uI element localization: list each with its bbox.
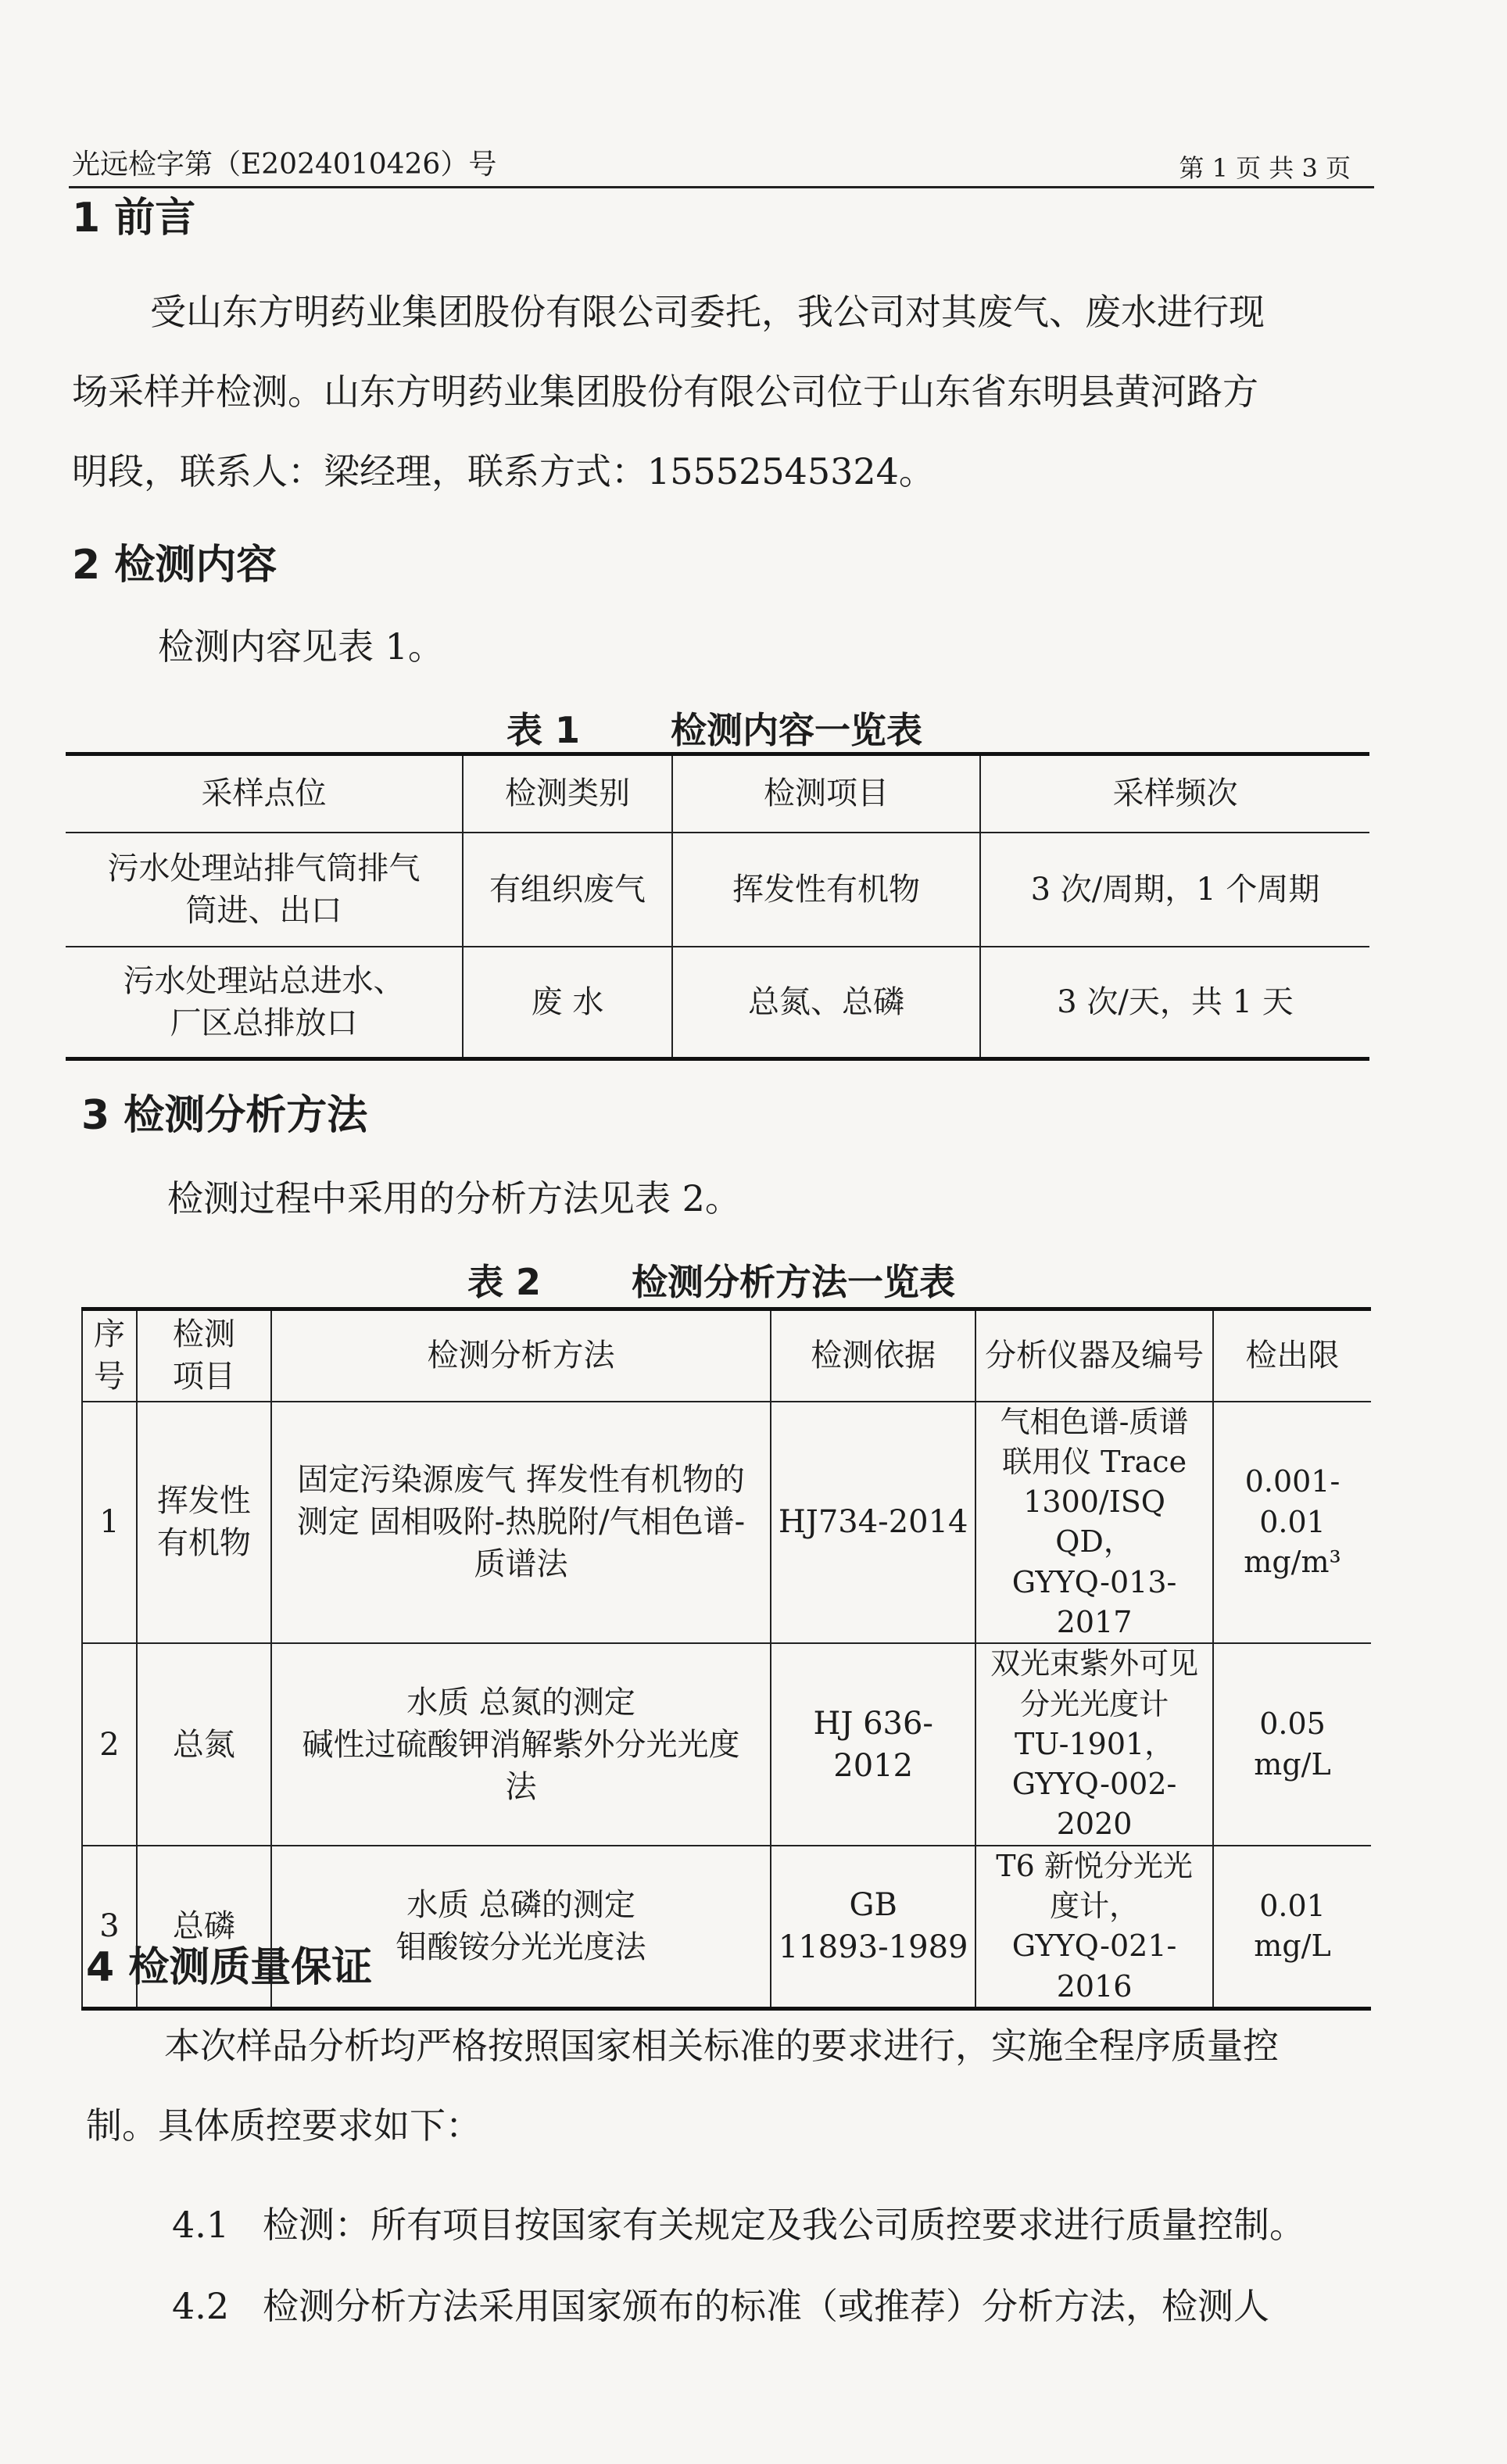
table-cell: 0.05 mg/L xyxy=(1213,1643,1371,1845)
table-row xyxy=(66,947,1369,1059)
table-1-title: 检测内容一览表 xyxy=(671,709,923,751)
item-text: 检测：所有项目按国家有关规定及我公司质控要求进行质量控制。 xyxy=(263,2204,1305,2246)
table-2-header: 检测依据 xyxy=(771,1309,975,1402)
cell-line: 水质 总磷的测定 xyxy=(406,1887,635,1924)
table-cell: 总氮、总磷 xyxy=(672,947,980,1059)
cell-line: 有机物 xyxy=(156,1525,251,1562)
section-1-title: 1 前言 xyxy=(72,195,196,242)
cell-line: 11893-1989 xyxy=(778,1929,968,1966)
cell-line: 序 xyxy=(93,1316,125,1353)
table-1-header: 检测项目 xyxy=(672,754,980,833)
cell-line: GYYQ-013-2017 xyxy=(1011,1564,1177,1639)
table-cell: 挥发性有机物 xyxy=(672,833,980,947)
section-4-title: 4 检测质量保证 xyxy=(86,1944,373,1991)
cell-line: GYYQ-002-2020 xyxy=(1011,1767,1177,1842)
table-1 xyxy=(66,752,1369,1061)
section-4-paragraph xyxy=(86,2006,1384,2165)
cell-line: 双光束紫外可见 xyxy=(990,1646,1199,1681)
section-4-item-1 xyxy=(172,2197,1305,2248)
table-2-header: 分析仪器及编号 xyxy=(975,1309,1213,1402)
table-cell xyxy=(975,1402,1213,1644)
cell-line: 质谱法 xyxy=(474,1546,568,1583)
section-1-line-2: 场采样并检测。山东方明药业集团股份有限公司位于山东省东明县黄河路方 xyxy=(72,371,1258,413)
cell-line: GB xyxy=(849,1887,897,1924)
table-cell xyxy=(771,1846,975,2009)
cell-line: 污水处理站排气筒排气 xyxy=(107,850,421,886)
table-2-header: 检测分析方法 xyxy=(271,1309,771,1402)
table-cell xyxy=(271,1643,771,1845)
table-2-label: 表 2 xyxy=(467,1261,542,1303)
table-2-header-row xyxy=(82,1309,1371,1402)
table-2-caption xyxy=(467,1254,955,1305)
section-2-paragraph: 检测内容见表 1。 xyxy=(158,625,444,668)
doc-number: 光远检字第（E2024010426）号 xyxy=(72,149,497,181)
cell-line: 联用仪 Trace xyxy=(1002,1444,1187,1479)
table-cell: 3 次/周期，1 个周期 xyxy=(980,833,1369,947)
table-2 xyxy=(81,1307,1371,2011)
table-1-header-row xyxy=(66,754,1369,833)
header-divider xyxy=(69,186,1374,188)
table-cell xyxy=(271,1402,771,1644)
table-cell: 3 xyxy=(82,1846,137,2009)
section-4-item-2 xyxy=(172,2278,1269,2330)
cell-line: 0.001-0.01 xyxy=(1244,1464,1341,1539)
item-number: 4.1 xyxy=(172,2204,230,2246)
cell-line: 钼酸铵分光光度法 xyxy=(396,1929,646,1966)
table-cell: 3 次/天，共 1 天 xyxy=(980,947,1369,1059)
table-cell: 废 水 xyxy=(463,947,672,1059)
table-cell: HJ734-2014 xyxy=(771,1402,975,1644)
table-2-header xyxy=(82,1309,137,1402)
table-row xyxy=(82,1643,1371,1845)
section-1-paragraph xyxy=(72,272,1369,511)
table-cell: 2 xyxy=(82,1643,137,1845)
table-cell: 总磷 xyxy=(137,1846,271,2009)
table-1-header: 检测类别 xyxy=(463,754,672,833)
table-cell xyxy=(66,833,463,947)
table-2-header xyxy=(137,1309,271,1402)
cell-line: 测定 固相吸附-热脱附/气相色谱- xyxy=(296,1504,746,1541)
table-cell xyxy=(1213,1402,1371,1644)
page-info: 第 1 页 共 3 页 xyxy=(1179,153,1351,183)
cell-line: 碱性过硫酸钾消解紫外分光光度 xyxy=(302,1726,740,1763)
table-cell: 有组织废气 xyxy=(463,833,672,947)
section-4-line-2: 制。具体质控要求如下： xyxy=(86,2104,481,2147)
table-cell: HJ 636-2012 xyxy=(771,1643,975,1845)
section-2-title: 2 检测内容 xyxy=(72,542,277,589)
cell-line: 固定污染源废气 挥发性有机物的 xyxy=(297,1462,745,1499)
cell-line: 1300/ISQ QD， xyxy=(1023,1484,1165,1560)
cell-line: 筒进、出口 xyxy=(185,892,342,929)
table-row xyxy=(82,1402,1371,1644)
table-cell: 1 xyxy=(82,1402,137,1644)
cell-line: 分光光度计 xyxy=(1020,1686,1169,1721)
cell-line: 法 xyxy=(505,1768,537,1805)
cell-line: 挥发性 xyxy=(156,1483,251,1520)
section-1-line-3: 明段，联系人：梁经理，联系方式：15552545324。 xyxy=(72,450,935,492)
cell-line: 号 xyxy=(93,1359,125,1395)
table-cell xyxy=(137,1402,271,1644)
cell-line: 气相色谱-质谱 xyxy=(1000,1404,1189,1439)
cell-line: T6 新悦分光光 xyxy=(996,1848,1193,1883)
table-row xyxy=(66,833,1369,947)
cell-line: TU-1901， xyxy=(1014,1726,1175,1761)
table-1-header: 采样频次 xyxy=(980,754,1369,833)
table-cell xyxy=(975,1846,1213,2009)
cell-line: 污水处理站总进水、 xyxy=(123,962,405,999)
cell-line: 度计， xyxy=(1050,1889,1140,1924)
table-cell: 总氮 xyxy=(137,1643,271,1845)
table-2-header: 检出限 xyxy=(1213,1309,1371,1402)
section-1-line-1: 受山东方明药业集团股份有限公司委托，我公司对其废气、废水进行现 xyxy=(150,291,1265,333)
cell-line: 检测 xyxy=(172,1316,235,1353)
cell-line: 项目 xyxy=(172,1359,235,1395)
item-number: 4.2 xyxy=(172,2285,230,2327)
table-cell xyxy=(66,947,463,1059)
table-1-label: 表 1 xyxy=(507,709,581,751)
cell-line: 厂区总排放口 xyxy=(170,1005,358,1041)
table-1-caption xyxy=(507,702,922,754)
cell-line: 水质 总氮的测定 xyxy=(406,1684,635,1721)
cell-line: mg/m³ xyxy=(1244,1545,1341,1580)
section-3-title: 3 检测分析方法 xyxy=(81,1092,368,1139)
section-3-paragraph: 检测过程中采用的分析方法见表 2。 xyxy=(167,1177,741,1219)
table-2-title: 检测分析方法一览表 xyxy=(632,1261,956,1303)
table-cell xyxy=(975,1643,1213,1845)
item-text: 检测分析方法采用国家颁布的标准（或推荐）分析方法，检测人 xyxy=(263,2285,1269,2327)
table-1-header: 采样点位 xyxy=(66,754,463,833)
table-cell: 0.01 mg/L xyxy=(1213,1846,1371,2009)
section-4-line-1: 本次样品分析均严格按照国家相关标准的要求进行，实施全程序质量控 xyxy=(164,2025,1279,2067)
cell-line: GYYQ-021-2016 xyxy=(1011,1929,1177,2004)
